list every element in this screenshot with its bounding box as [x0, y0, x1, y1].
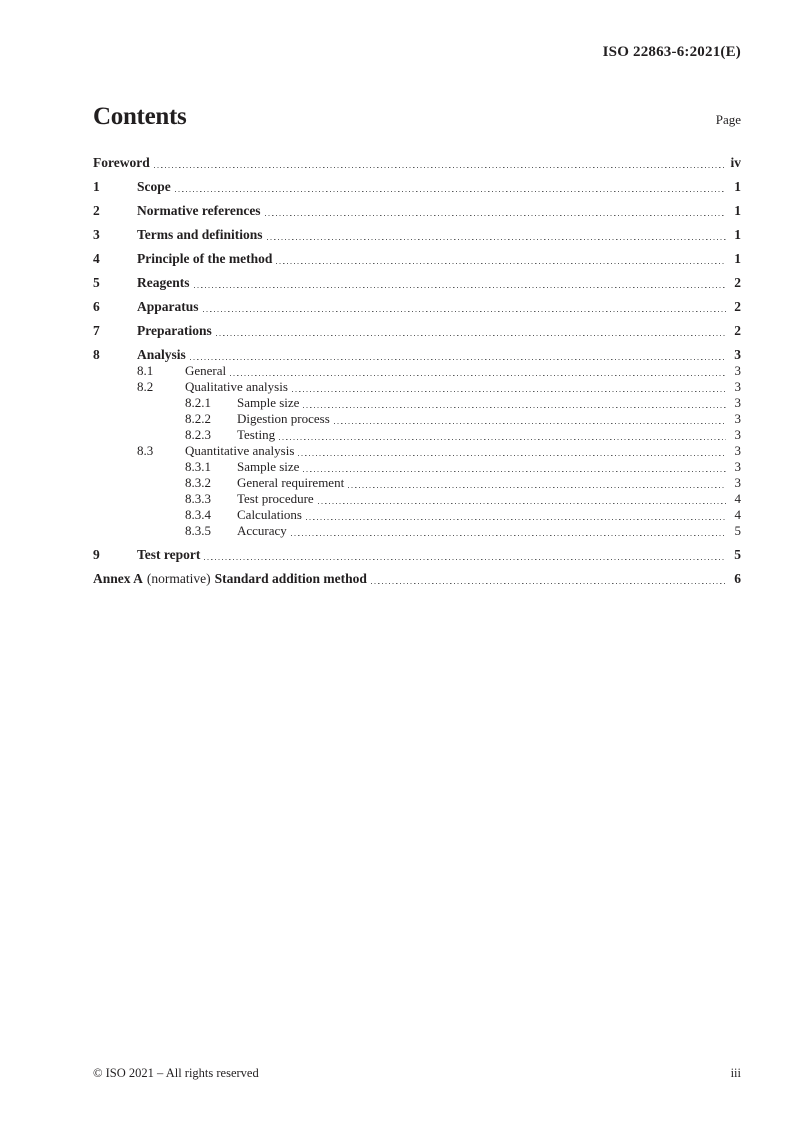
toc-entry[interactable]	[93, 427, 741, 443]
dot-leader	[276, 263, 726, 264]
toc-entry-label: Test report	[137, 547, 201, 562]
toc-entry[interactable]	[93, 227, 741, 243]
document-reference: ISO 22863-6:2021(E)	[602, 44, 741, 60]
toc-entry[interactable]	[93, 507, 741, 523]
toc-entry-page: 3	[734, 427, 741, 442]
toc-entry-number: 8.3	[137, 443, 154, 458]
toc-entry-number: 1	[93, 179, 100, 194]
dot-leader	[334, 423, 726, 424]
toc-entry-page: 3	[734, 475, 741, 490]
toc-entry-number: 8.2	[137, 379, 154, 394]
toc-entry-label: Accuracy	[237, 523, 287, 538]
toc-entry-label: Digestion process	[237, 411, 330, 426]
toc-entry-page: 1	[734, 179, 741, 194]
toc-entry[interactable]	[93, 411, 741, 427]
copyright-notice: © ISO 2021 – All rights reserved	[93, 1066, 259, 1080]
toc-entry-number: 8.1	[137, 363, 154, 378]
toc-entry-page: 1	[734, 203, 741, 218]
toc-entry-page: 4	[734, 491, 741, 506]
dot-leader	[371, 583, 726, 584]
toc-entry-label: Quantitative analysis	[185, 443, 295, 458]
toc-entry-label: Sample size	[237, 395, 300, 410]
toc-entry-label: Annex A (normative) Standard addition method	[93, 571, 367, 586]
toc-entry-number: 8.3.4	[185, 507, 211, 522]
toc-entry[interactable]	[93, 547, 741, 563]
toc-entry[interactable]	[93, 523, 741, 539]
toc-entry-label: Preparations	[137, 323, 212, 338]
toc-entry[interactable]	[93, 395, 741, 411]
toc-entry-page: 1	[734, 251, 741, 266]
dot-leader	[203, 311, 726, 312]
toc-entry-label: Apparatus	[137, 299, 199, 314]
dot-leader	[230, 375, 726, 376]
dot-leader	[190, 359, 726, 360]
toc-entry[interactable]	[93, 347, 741, 363]
toc-entry-label: General	[185, 363, 227, 378]
dot-leader	[303, 471, 726, 472]
toc-entry-number: 4	[93, 251, 100, 266]
page-column-label: Page	[715, 112, 741, 127]
toc-entry-label: Calculations	[237, 507, 302, 522]
toc-entry-label: Sample size	[237, 459, 300, 474]
toc-entry-page: 5	[734, 523, 741, 538]
toc-entry-number: 7	[93, 323, 100, 338]
toc-entry-number: 8.3.1	[185, 459, 211, 474]
toc-entry-page: 3	[734, 379, 741, 394]
toc-entry[interactable]	[93, 299, 741, 315]
dot-leader	[267, 239, 726, 240]
toc-entry[interactable]	[93, 475, 741, 491]
toc-entry-label: Analysis	[137, 347, 186, 362]
dot-leader	[154, 167, 726, 168]
toc-entry-number: 2	[93, 203, 100, 218]
dot-leader	[175, 191, 726, 192]
dot-leader	[318, 503, 726, 504]
toc-entry-page: 5	[734, 547, 741, 562]
toc-entry-page: iv	[730, 155, 741, 170]
toc-entry-label: Scope	[137, 179, 171, 194]
page-footer	[93, 1066, 741, 1081]
toc-entry[interactable]	[93, 491, 741, 507]
toc-entry[interactable]	[93, 363, 741, 379]
dot-leader	[306, 519, 726, 520]
toc-entry-page: 3	[734, 395, 741, 410]
toc-entry-label: Reagents	[137, 275, 190, 290]
toc-entry-number: 8.3.3	[185, 491, 211, 506]
toc-entry-number: 8.3.2	[185, 475, 211, 490]
toc-entry-page: 2	[734, 323, 741, 338]
toc-entry-label: Testing	[237, 427, 276, 442]
toc-entry-number: 6	[93, 299, 100, 314]
dot-leader	[291, 535, 726, 536]
toc-entry-page: 6	[734, 571, 741, 586]
toc-entry-number: 8.2.3	[185, 427, 211, 442]
toc-entry[interactable]	[93, 155, 741, 171]
toc-entry-number: 8	[93, 347, 100, 362]
toc-entry-page: 3	[734, 347, 741, 362]
toc-entry[interactable]	[93, 459, 741, 475]
toc-entry-number: 8.2.2	[185, 411, 211, 426]
toc-entry[interactable]	[93, 379, 741, 395]
toc-entry-number: 3	[93, 227, 100, 242]
toc-entry[interactable]	[93, 571, 741, 587]
toc-entry-number: 9	[93, 547, 100, 562]
table-of-contents	[93, 155, 741, 587]
toc-entry-page: 2	[734, 299, 741, 314]
toc-entry-number: 5	[93, 275, 100, 290]
dot-leader	[292, 391, 726, 392]
toc-entry-label: Terms and definitions	[137, 227, 263, 242]
toc-entry-page: 1	[734, 227, 741, 242]
toc-entry-label: Normative references	[137, 203, 261, 218]
toc-entry-page: 3	[734, 459, 741, 474]
toc-entry-number: 8.2.1	[185, 395, 211, 410]
toc-entry-label: Foreword	[93, 155, 150, 170]
contents-header	[93, 103, 741, 131]
dot-leader	[216, 335, 726, 336]
toc-entry[interactable]	[93, 251, 741, 267]
folio-page-number: iii	[730, 1066, 741, 1080]
toc-entry[interactable]	[93, 179, 741, 195]
dot-leader	[279, 439, 726, 440]
dot-leader	[265, 215, 726, 216]
toc-entry-number: 8.3.5	[185, 523, 211, 538]
dot-leader	[194, 287, 727, 288]
toc-entry-label: General requirement	[237, 475, 345, 490]
toc-entry-page: 4	[734, 507, 741, 522]
toc-entry[interactable]	[93, 203, 741, 219]
toc-entry-page: 3	[734, 411, 741, 426]
dot-leader	[204, 559, 726, 560]
toc-entry[interactable]	[93, 275, 741, 291]
toc-entry[interactable]	[93, 443, 741, 459]
dot-leader	[348, 487, 726, 488]
toc-entry-label: Qualitative analysis	[185, 379, 288, 394]
toc-entry-label: Test procedure	[237, 491, 314, 506]
toc-entry-page: 3	[734, 443, 741, 458]
toc-entry-page: 3	[734, 363, 741, 378]
dot-leader	[298, 455, 726, 456]
toc-entry[interactable]	[93, 323, 741, 339]
dot-leader	[303, 407, 726, 408]
page-title: Contents	[93, 103, 187, 130]
toc-entry-label: Principle of the method	[137, 251, 273, 266]
toc-entry-page: 2	[734, 275, 741, 290]
